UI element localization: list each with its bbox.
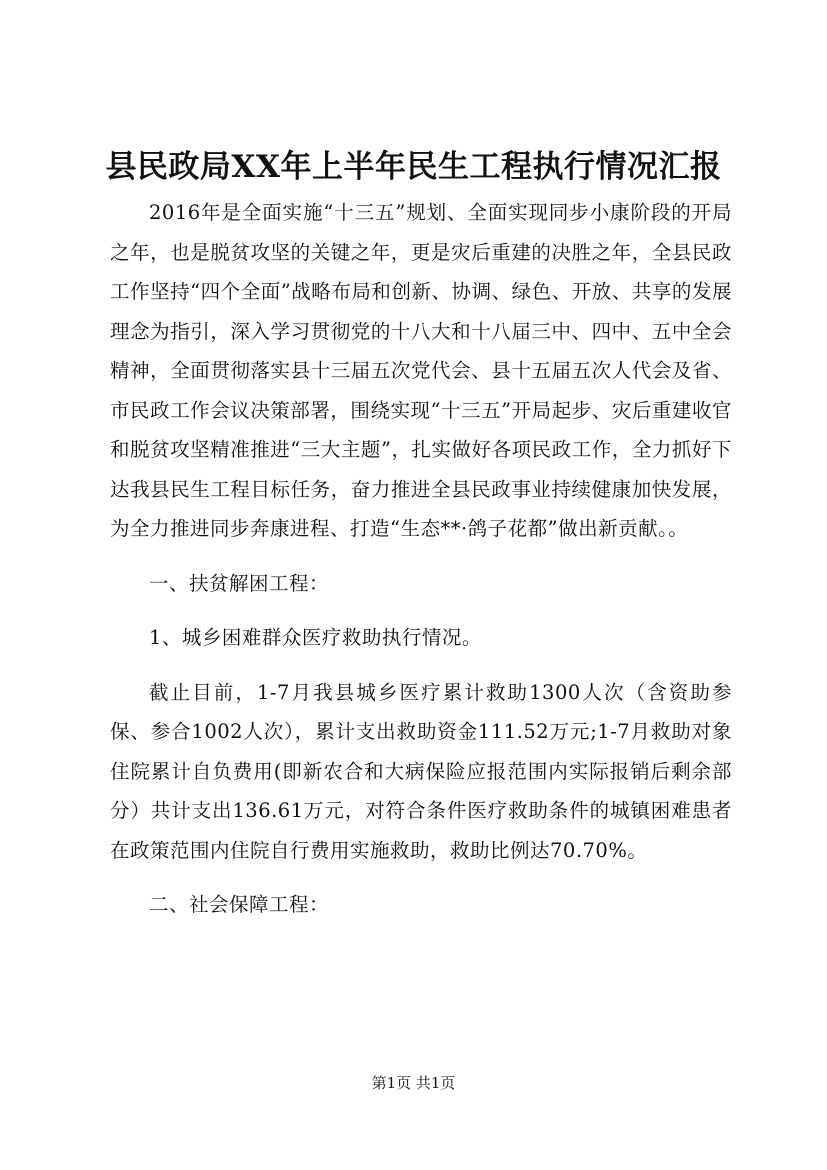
section-heading-poverty-relief: 一、扶贫解困工程： <box>149 571 330 595</box>
paragraph-intro: 2016年是全面实施“十三五”规划、全面实现同步小康阶段的开局之年，也是脱贫攻坚的关键之年，更是灾后重建的决胜之年，全县民政工作坚持“四个全面”战略布局和创新、协调、绿色、开放、共享的发展理念为指引，深入学习贯彻党的十八大和十八届三中、四中、五中全会精神，全面贯彻落实县十三届五次党代会、县十五届五次人代会及省、市民政工作会议决策部署，围绕实现“十三五”开局起步、灾后重建收官和脱贫攻坚精准推进“三大主题”，扎实做好各项民政工作，全力抓好下达我县民生工程目标任务，奋力推进全县民政事业持续健康加快发展，为全力推进同步奔康进程、打造“生态**·鸽子花都”做出新贡献。。 <box>110 201 732 540</box>
section-heading-social-security: 二、社会保障工程： <box>149 893 330 916</box>
page-number-footer: 第1页 共1页 <box>371 1074 456 1092</box>
document-body <box>110 193 732 925</box>
subsection-heading-medical-aid: 1、城乡困难群众医疗救助执行情况。 <box>149 626 482 649</box>
paragraph-medical-aid-details: 截止目前，1-7月我县城乡医疗累计救助1300人次（含资助参保、参合1002人次），累计支出救助资金111.52万元;1-7月救助对象住院累计自负费用(即新农合和大病保险应报范围内实际报销后剩余部分）共计支出136.61万元，对符合条件医疗救助条件的城镇困难患者在政策范围内住院自行费用实施救助，救助比例达70.70%。 <box>110 680 732 862</box>
document-title: 县民政局XX年上半年民生工程执行情况汇报 <box>105 149 722 185</box>
